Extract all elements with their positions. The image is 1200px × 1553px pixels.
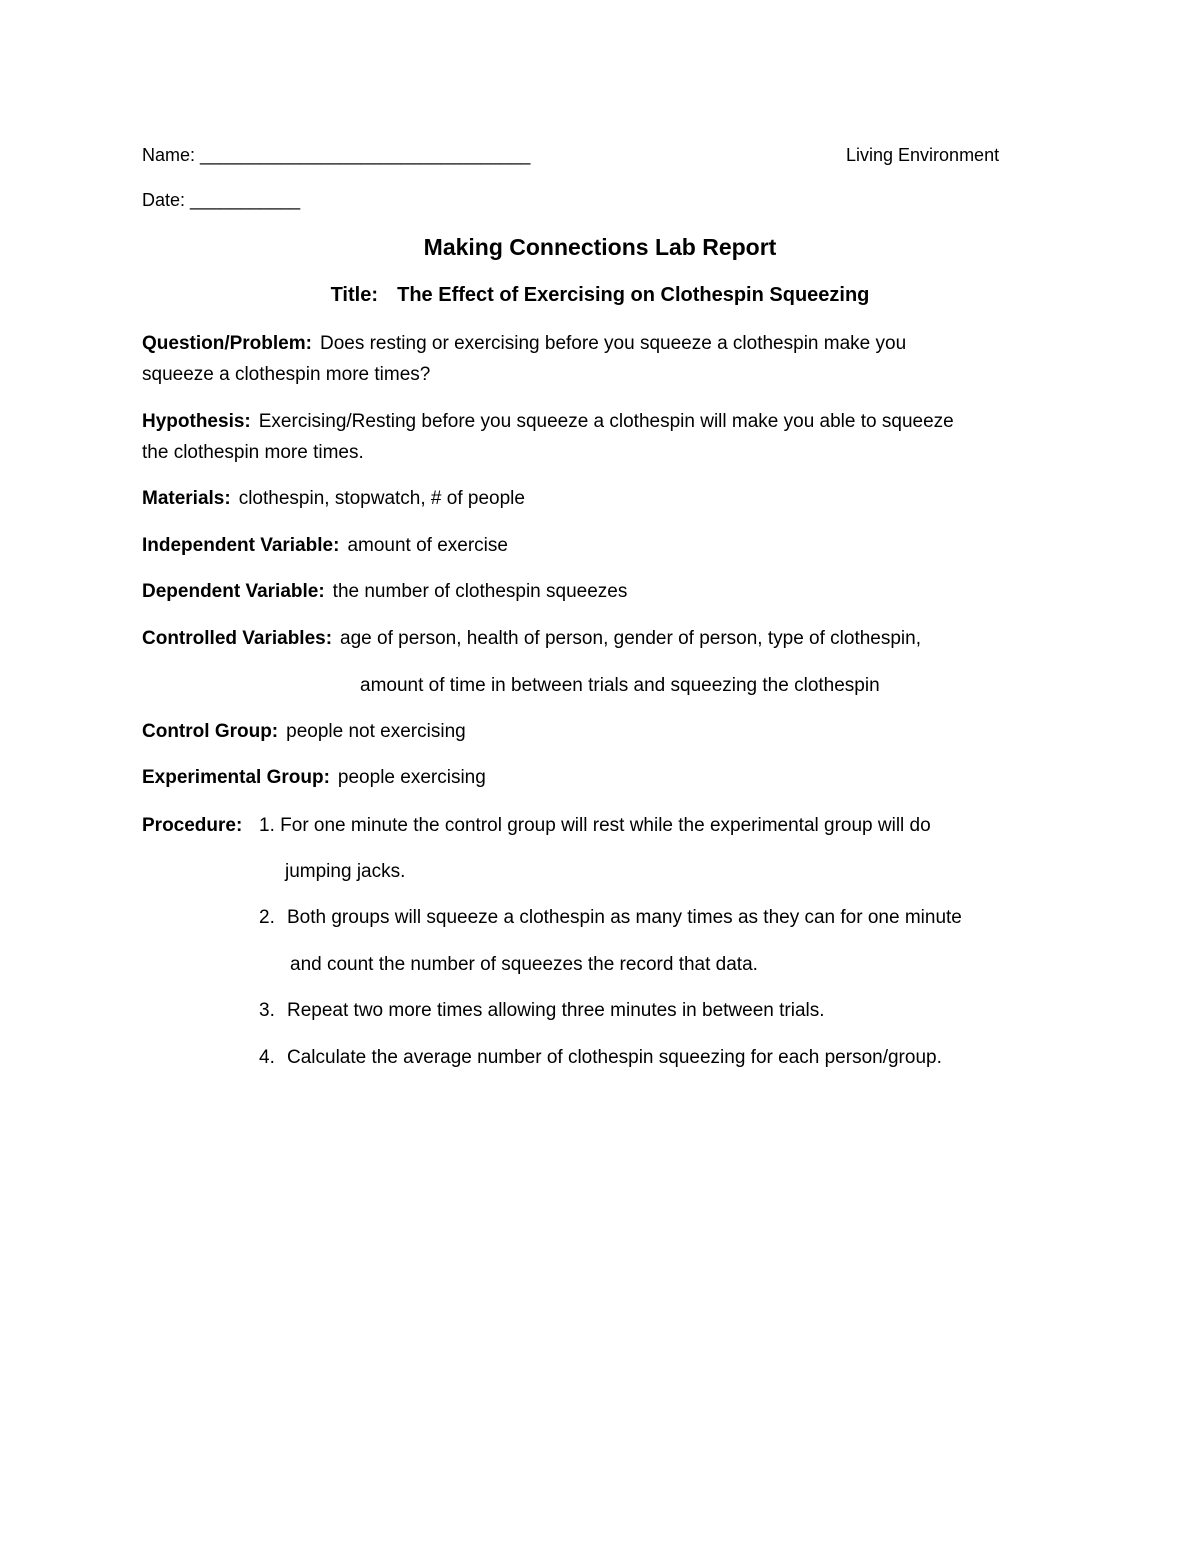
control-group-label: Control Group:: [142, 721, 279, 742]
hypothesis-text-1: Exercising/Resting before you squeeze a clothespin will make you able to squeeze: [258, 411, 954, 432]
dependent-variable-text: the number of clothespin squeezes: [332, 581, 628, 602]
subtitle-text: The Effect of Exercising on Clothespin Squeezing: [397, 284, 870, 306]
materials-text: clothespin, stopwatch, # of people: [238, 488, 525, 509]
procedure-step-3-number: 3.: [259, 1000, 275, 1021]
procedure-step-1-text-2: jumping jacks.: [285, 861, 406, 882]
control-group-text: people not exercising: [286, 721, 466, 742]
hypothesis-label: Hypothesis:: [142, 411, 251, 432]
procedure-step-4-text: Calculate the average number of clothespin squeezing for each person/group.: [287, 1047, 942, 1068]
materials-label: Materials:: [142, 488, 231, 509]
hypothesis-line-1: [142, 411, 954, 433]
experimental-group-text: people exercising: [337, 767, 486, 788]
independent-variable-text: amount of exercise: [347, 535, 508, 556]
course-name: Living Environment: [846, 145, 1000, 165]
procedure-step-2-text-2: and count the number of squeezes the record that data.: [290, 954, 758, 975]
controlled-variables-text-2: amount of time in between trials and squeezing the clothespin: [360, 675, 880, 696]
controlled-variables-text-1: age of person, health of person, gender of person, type of clothespin,: [340, 628, 921, 649]
report-subtitle: [0, 284, 1200, 307]
independent-variable-line: [142, 535, 508, 557]
date-line: [142, 190, 300, 211]
question-text-1: Does resting or exercising before you squeeze a clothespin make you: [319, 333, 907, 354]
independent-variable-label: Independent Variable:: [142, 535, 340, 556]
controlled-variables-line-1: [142, 628, 921, 650]
document-title: Making Connections Lab Report: [423, 234, 777, 260]
procedure-label: [142, 815, 242, 837]
dependent-variable-line: [142, 581, 627, 603]
experimental-group-line: [142, 767, 486, 789]
date-blank: ___________: [190, 190, 301, 210]
procedure-step-1: [259, 815, 931, 837]
procedure-step-3-text: Repeat two more times allowing three minutes in between trials.: [287, 1000, 825, 1021]
question-label: Question/Problem:: [142, 333, 312, 354]
name-blank: _________________________________: [200, 145, 531, 165]
procedure-step-2-text-1: Both groups will squeeze a clothespin as many times as they can for one minute: [287, 907, 962, 928]
procedure-step-2-number: 2.: [259, 907, 275, 928]
subtitle-label: Title:: [330, 284, 378, 306]
procedure-step-3: [259, 1000, 825, 1022]
question-text-2: squeeze a clothespin more times?: [142, 364, 431, 385]
procedure-step-1-number: 1.: [259, 815, 275, 836]
controlled-variables-label: Controlled Variables:: [142, 628, 333, 649]
procedure-step-4: [259, 1047, 942, 1069]
question-line-1: [142, 333, 906, 355]
control-group-line: [142, 721, 466, 743]
name-label: Name:: [142, 145, 196, 165]
name-line: [142, 145, 530, 166]
experimental-group-label: Experimental Group:: [142, 767, 330, 788]
procedure-step-2: [259, 907, 962, 929]
procedure-label-text: Procedure:: [142, 815, 243, 836]
hypothesis-text-2: the clothespin more times.: [142, 442, 364, 463]
procedure-step-1-text-1: For one minute the control group will rest while the experimental group will do: [280, 815, 931, 836]
procedure-step-4-number: 4.: [259, 1047, 275, 1068]
date-label: Date:: [142, 190, 186, 210]
materials-line: [142, 488, 525, 510]
dependent-variable-label: Dependent Variable:: [142, 581, 325, 602]
